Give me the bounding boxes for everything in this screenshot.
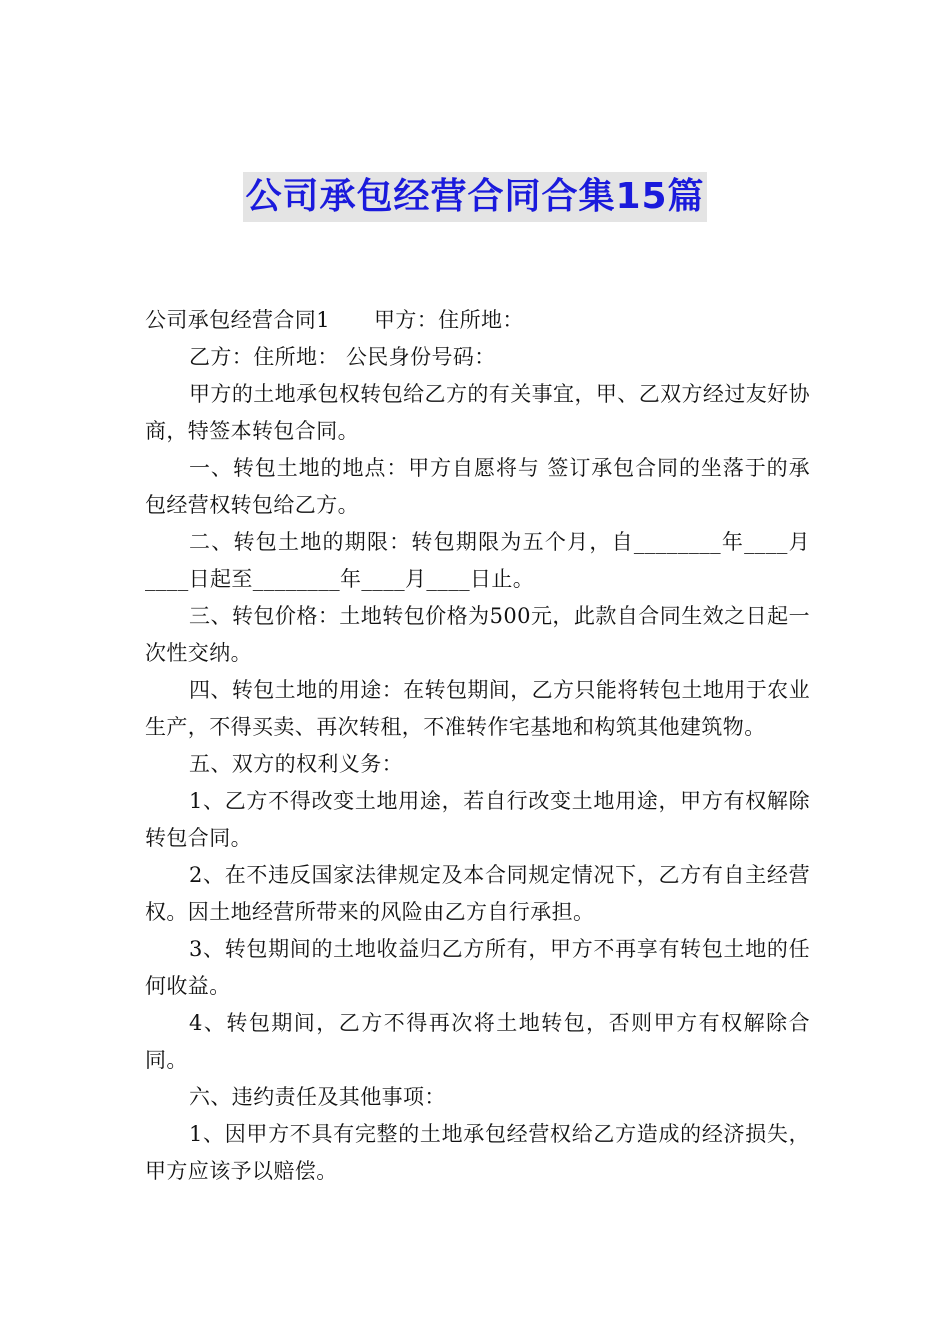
paragraph-clause-1: 一、转包土地的地点：甲方自愿将与 签订承包合同的坐落于的承包经营权转包给乙方。 <box>145 456 810 517</box>
document-title <box>0 172 950 222</box>
paragraph-clause-5-1: 1、乙方不得改变土地用途，若自行改变土地用途，甲方有权解除转包合同。 <box>145 789 810 850</box>
party-a-line: 甲方：住所地： <box>373 308 524 332</box>
paragraph-clause-2: 二、转包土地的期限：转包期限为五个月，自________年____月____日起至________年____月____日止。 <box>145 530 810 591</box>
document-title-text: 公司承包经营合同合集15篇 <box>243 172 706 222</box>
paragraph-clause-5: 五、双方的权利义务： <box>189 752 403 776</box>
contract-heading: 公司承包经营合同1 <box>145 308 330 332</box>
paragraph-clause-6-1: 1、因甲方不具有完整的土地承包经营权给乙方造成的经济损失，甲方应该予以赔偿。 <box>145 1122 810 1183</box>
paragraph-clause-5-4: 4、转包期间，乙方不得再次将土地转包，否则甲方有权解除合同。 <box>145 1011 810 1072</box>
paragraph-clause-6: 六、违约责任及其他事项： <box>189 1085 446 1109</box>
paragraph-intro <box>145 302 810 339</box>
paragraph-party-b: 乙方：住所地： 公民身份号码： <box>189 345 496 369</box>
paragraph-purpose: 甲方的土地承包权转包给乙方的有关事宜，甲、乙双方经过友好协商，特签本转包合同。 <box>145 382 810 443</box>
paragraph-clause-5-3: 3、转包期间的土地收益归乙方所有，甲方不再享有转包土地的任何收益。 <box>145 937 810 998</box>
paragraph-clause-3: 三、转包价格：土地转包价格为500元，此款自合同生效之日起一次性交纳。 <box>145 604 810 665</box>
paragraph-clause-4: 四、转包土地的用途：在转包期间，乙方只能将转包土地用于农业生产，不得买卖、再次转租，不准转作宅基地和构筑其他建筑物。 <box>145 678 810 739</box>
paragraph-clause-5-2: 2、在不违反国家法律规定及本合同规定情况下，乙方有自主经营权。因土地经营所带来的风险由乙方自行承担。 <box>145 863 810 924</box>
document-body <box>145 302 810 1190</box>
